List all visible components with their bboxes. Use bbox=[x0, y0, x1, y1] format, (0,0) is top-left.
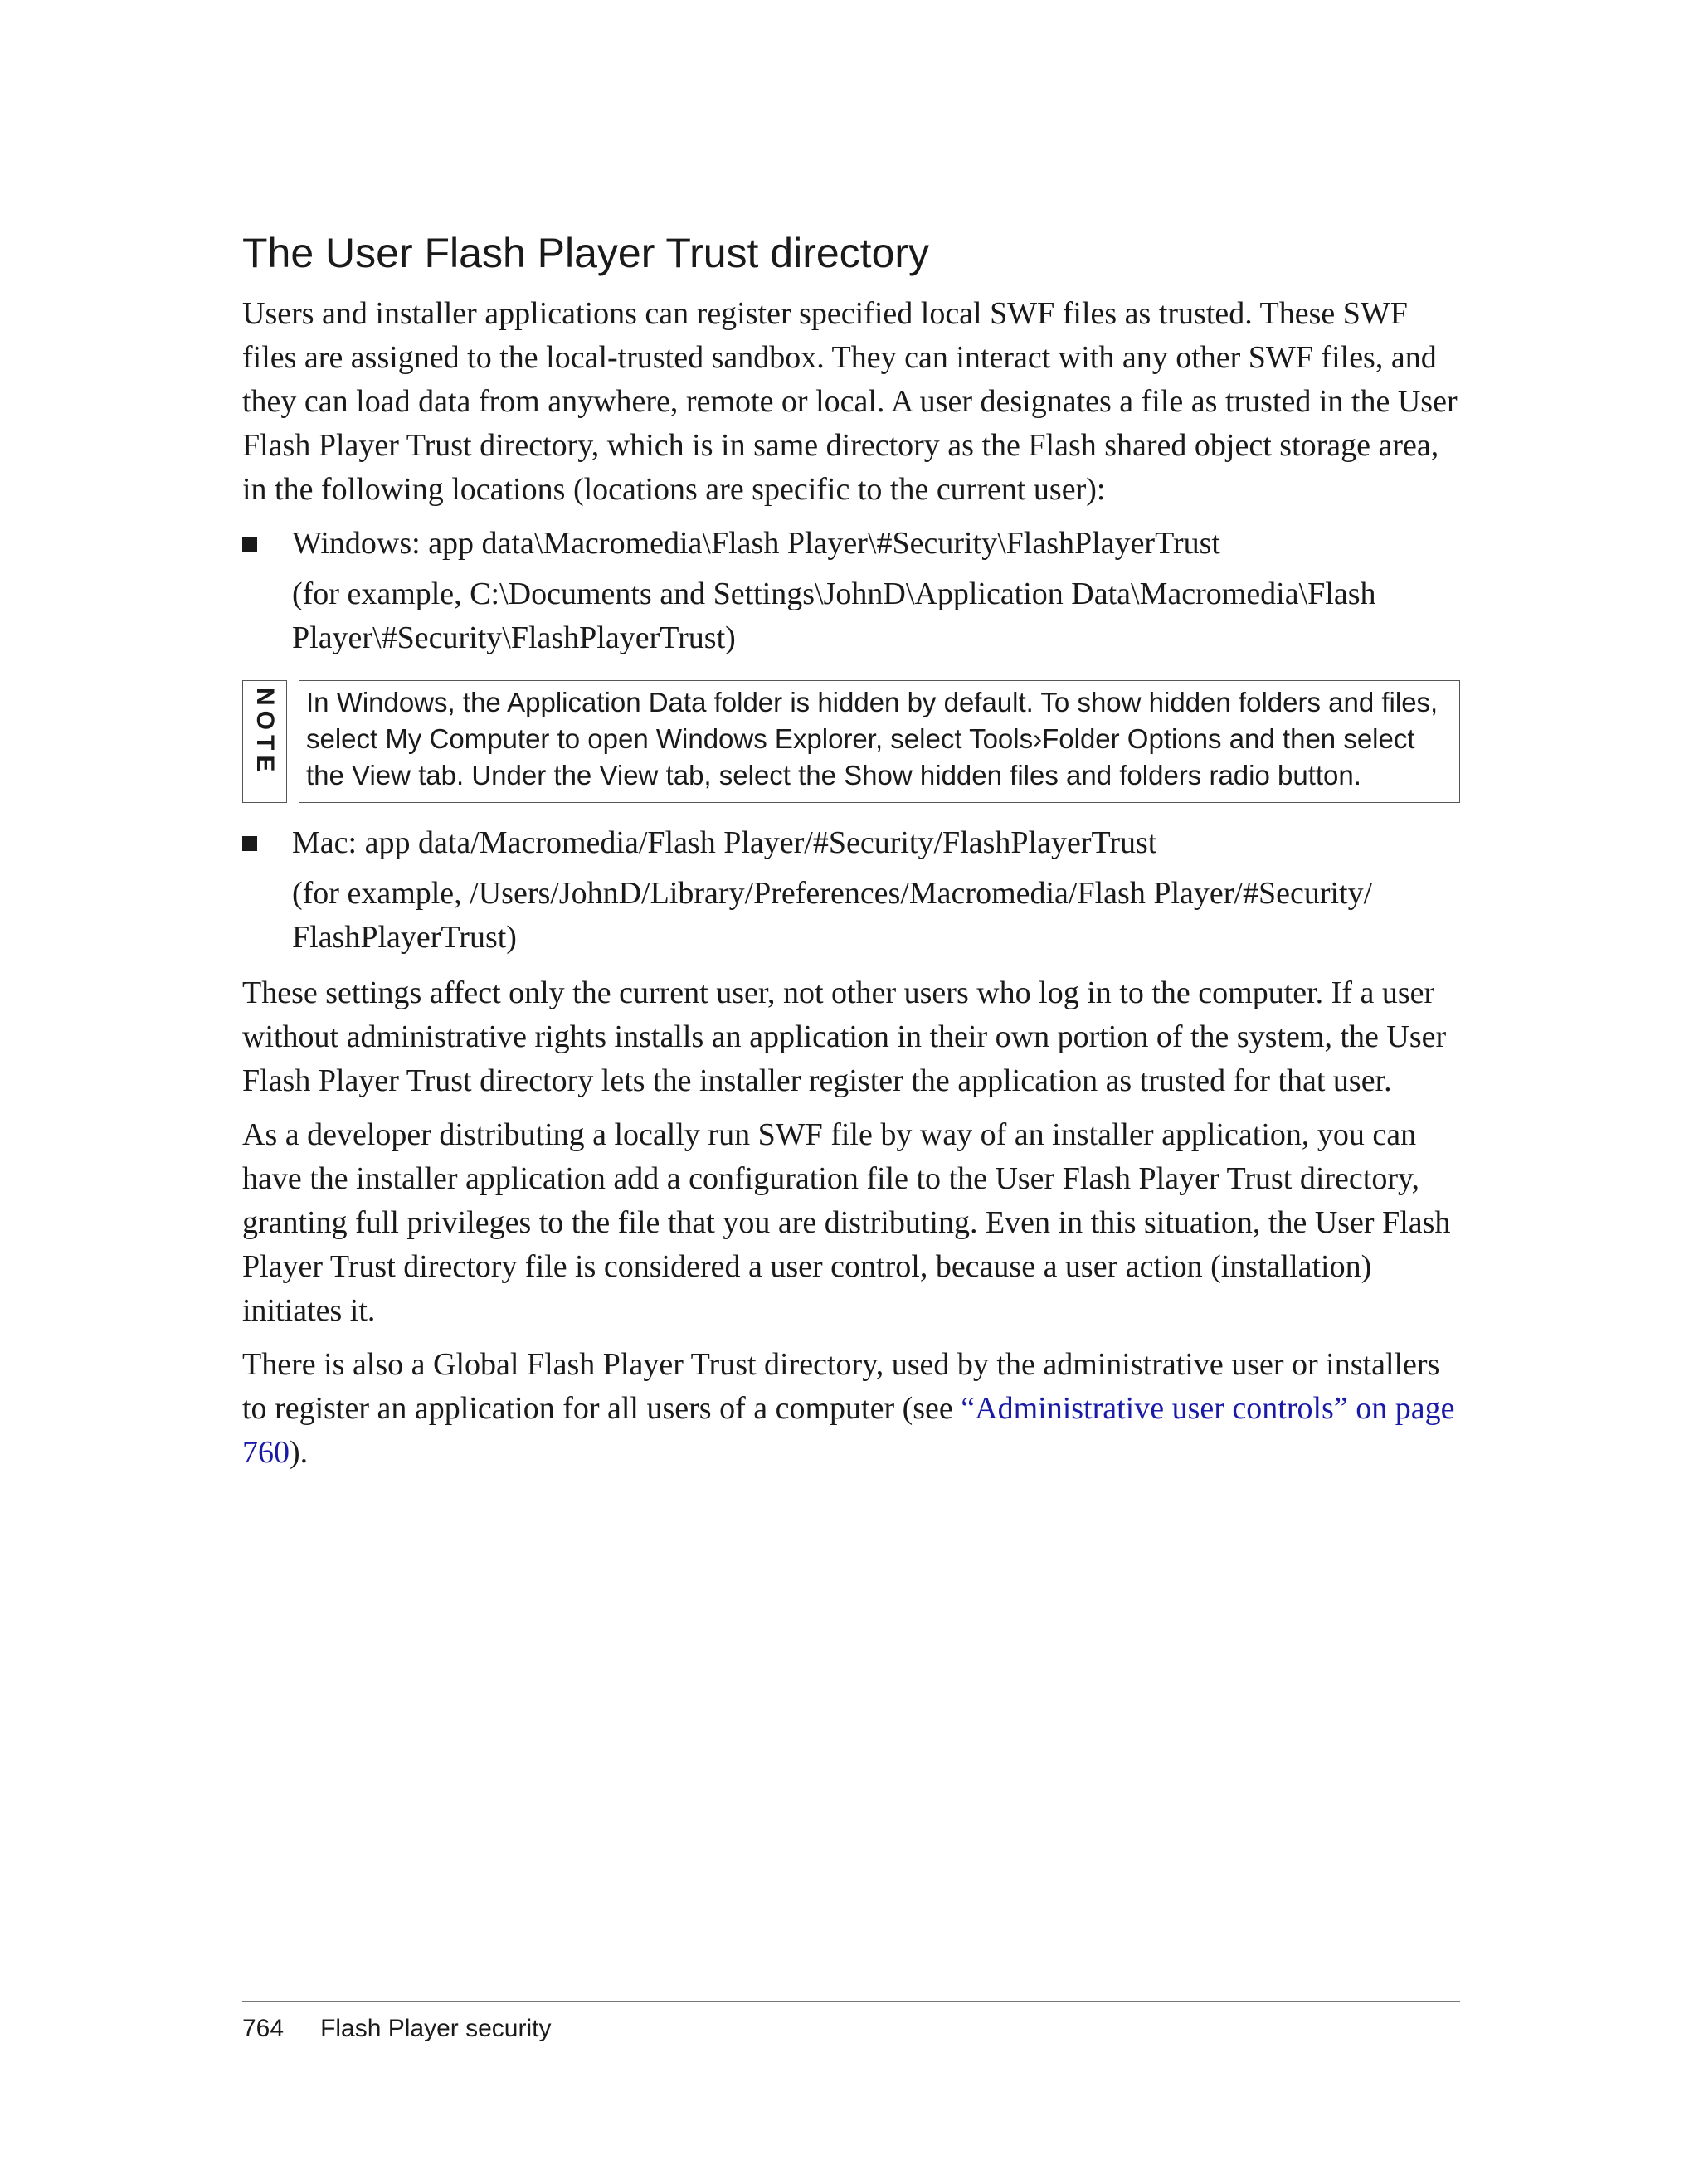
note-text: In Windows, the Application Data folder is hidden by default. To show hidden folders and files, select My Computer to open Windows Explorer, select Tools›Folder Options and then select the View tab. Under the View tab, select the Show hidden files and folders radio button. bbox=[299, 680, 1460, 803]
global-trust-text: There is also a Global Flash Player Trust directory, used by the administrative user or installers to register an application for all users of a computer (see bbox=[242, 1347, 1440, 1426]
note-tag bbox=[242, 680, 287, 803]
note-tag-label: NOTE bbox=[251, 688, 279, 777]
section-heading: The User Flash Player Trust directory bbox=[242, 230, 930, 276]
bullet-mac bbox=[242, 821, 1460, 960]
note-box bbox=[242, 680, 1460, 803]
global-trust-text-end: ). bbox=[290, 1435, 309, 1470]
bullet-mac-example: (for example, /Users/JohnD/Library/Preferences/Macromedia/Flash Player/#Security/ FlashPlayerTrust) bbox=[292, 876, 1373, 955]
square-bullet-icon bbox=[242, 836, 257, 851]
intro-paragraph: Users and installer applications can register specified local SWF files as trusted. These SWF files are assigned to the local-trusted sandbox. They can interact with any other SWF files, and they can load data from anywhere, remote or local. A user designates a file as trusted in the User Flash Player Trust directory, which is in same directory as the Flash shared object storage area, in the following locations (locations are specific to the current user): bbox=[242, 296, 1458, 507]
bullet-mac-path: Mac: app data/Macromedia/Flash Player/#Security/FlashPlayerTrust bbox=[292, 825, 1157, 860]
page-footer bbox=[242, 2001, 1460, 2043]
bullet-windows-path: Windows: app data\Macromedia\Flash Player\#Security\FlashPlayerTrust bbox=[292, 526, 1220, 561]
square-bullet-icon bbox=[242, 537, 257, 552]
global-trust-paragraph bbox=[242, 1343, 1460, 1475]
developer-paragraph: As a developer distributing a locally run SWF file by way of an installer application, you can have the installer application add a configuration file to the User Flash Player Trust directory, granting full privileges to the file that you are distributing. Even in this situation, the User Flash Player Trust directory file is considered a user control, because a user action (installation) initiates it. bbox=[242, 1117, 1451, 1328]
settings-paragraph: These settings affect only the current user, not other users who log in to the computer. If a user without administrative rights installs an application in their own portion of the system, the User Flash Player Trust directory lets the installer register the application as trusted for that user. bbox=[242, 975, 1447, 1098]
page-content bbox=[242, 226, 1460, 1485]
bullet-windows bbox=[242, 522, 1460, 660]
footer-section-title: Flash Player security bbox=[320, 2015, 552, 2042]
bullet-windows-example: (for example, C:\Documents and Settings\JohnD\Application Data\Macromedia\Flash Player\#Security\FlashPlayerTrust) bbox=[292, 576, 1376, 655]
page-number: 764 bbox=[242, 2015, 285, 2042]
admin-controls-link[interactable]: “Administrative user controls” on page 760 bbox=[242, 1391, 1455, 1470]
